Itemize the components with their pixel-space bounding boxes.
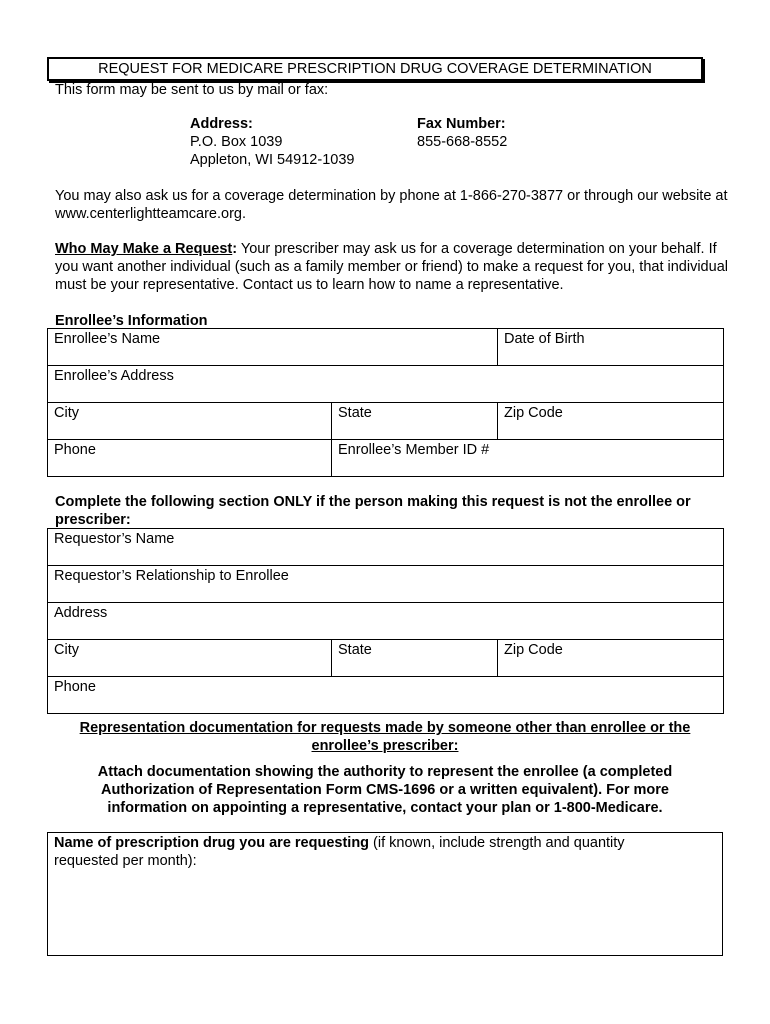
who-may-colon: : [232,241,238,257]
address-line1: P.O. Box 1039 [190,134,283,150]
address-label: Address: [190,116,253,132]
enrollee-name-label: Enrollee’s Name [54,331,161,347]
enrollee-heading: Enrollee’s Information [55,313,208,329]
address-line2: Appleton, WI 54912-1039 [190,152,355,168]
enrollee-zip-field[interactable] [498,403,724,440]
requestor-relationship-label: Requestor’s Relationship to Enrollee [54,568,289,584]
enrollee-member-id-label: Enrollee’s Member ID # [338,442,490,458]
enrollee-phone-field[interactable] [48,440,332,477]
fax-label: Fax Number: [417,116,506,132]
who-may-text: Your prescriber may ask us for a coverage determination on your behalf. If you want another individual (such as a family member or friend) to make a request for you, that individual must be your representative. Contact us to learn how to name a representative. [55,241,728,293]
enrollee-state-label: State [338,405,372,421]
requestor-zip-field[interactable] [498,640,724,677]
enrollee-address-label: Enrollee’s Address [54,368,174,384]
who-may-heading: Who May Make a Request [55,241,233,257]
drug-request-field[interactable] [47,832,723,956]
requestor-city-field[interactable] [48,640,332,677]
enrollee-member-id-field[interactable] [332,440,724,477]
form-title: REQUEST FOR MEDICARE PRESCRIPTION DRUG COVERAGE DETERMINATION [47,57,703,81]
enrollee-city-field[interactable] [48,403,332,440]
requestor-phone-label: Phone [54,679,96,695]
requestor-heading: Complete the following section ONLY if the person making this request is not the enrollee or prescriber: [55,494,691,528]
enrollee-dob-label: Date of Birth [504,331,585,347]
requestor-name-label: Requestor’s Name [54,531,175,547]
enrollee-phone-label: Phone [54,442,96,458]
enrollee-table [47,328,724,477]
requestor-phone-field[interactable] [48,677,724,714]
intro-text: This form may be sent to us by mail or fax: [55,82,329,98]
fax-number: 855-668-8552 [417,134,508,150]
requestor-zip-label: Zip Code [504,642,563,658]
requestor-address-label: Address [54,605,108,621]
enrollee-state-field[interactable] [332,403,498,440]
requestor-relationship-field[interactable] [48,566,724,603]
who-may-request [55,240,735,294]
phone-paragraph: You may also ask us for a coverage determination by phone at 1-866-270-3877 or through our website at www.centerlightteamcare.org. [55,188,728,222]
enrollee-city-label: City [54,405,79,421]
requestor-state-label: State [338,642,372,658]
representation-text: Attach documentation showing the authority to represent the enrollee (a completed Authorization of Representation Form CMS-1696 or a written equivalent). For more information on appointing a representative, contact your plan or 1-800-Medicare. [97,764,673,816]
requestor-name-field[interactable] [48,529,724,566]
drug-label: Name of prescription drug you are requesting [54,835,370,851]
representation-heading: Representation documentation for requests made by someone other than enrollee or the enrollee’s prescriber: [79,720,691,754]
requestor-address-field[interactable] [48,603,724,640]
enrollee-dob-field[interactable] [498,329,724,366]
enrollee-address-field[interactable] [48,366,724,403]
drug-note: (if known, include strength and quantity requested per month): [54,835,625,869]
requestor-city-label: City [54,642,79,658]
requestor-state-field[interactable] [332,640,498,677]
enrollee-name-field[interactable] [48,329,498,366]
enrollee-zip-label: Zip Code [504,405,563,421]
requestor-table [47,528,724,714]
